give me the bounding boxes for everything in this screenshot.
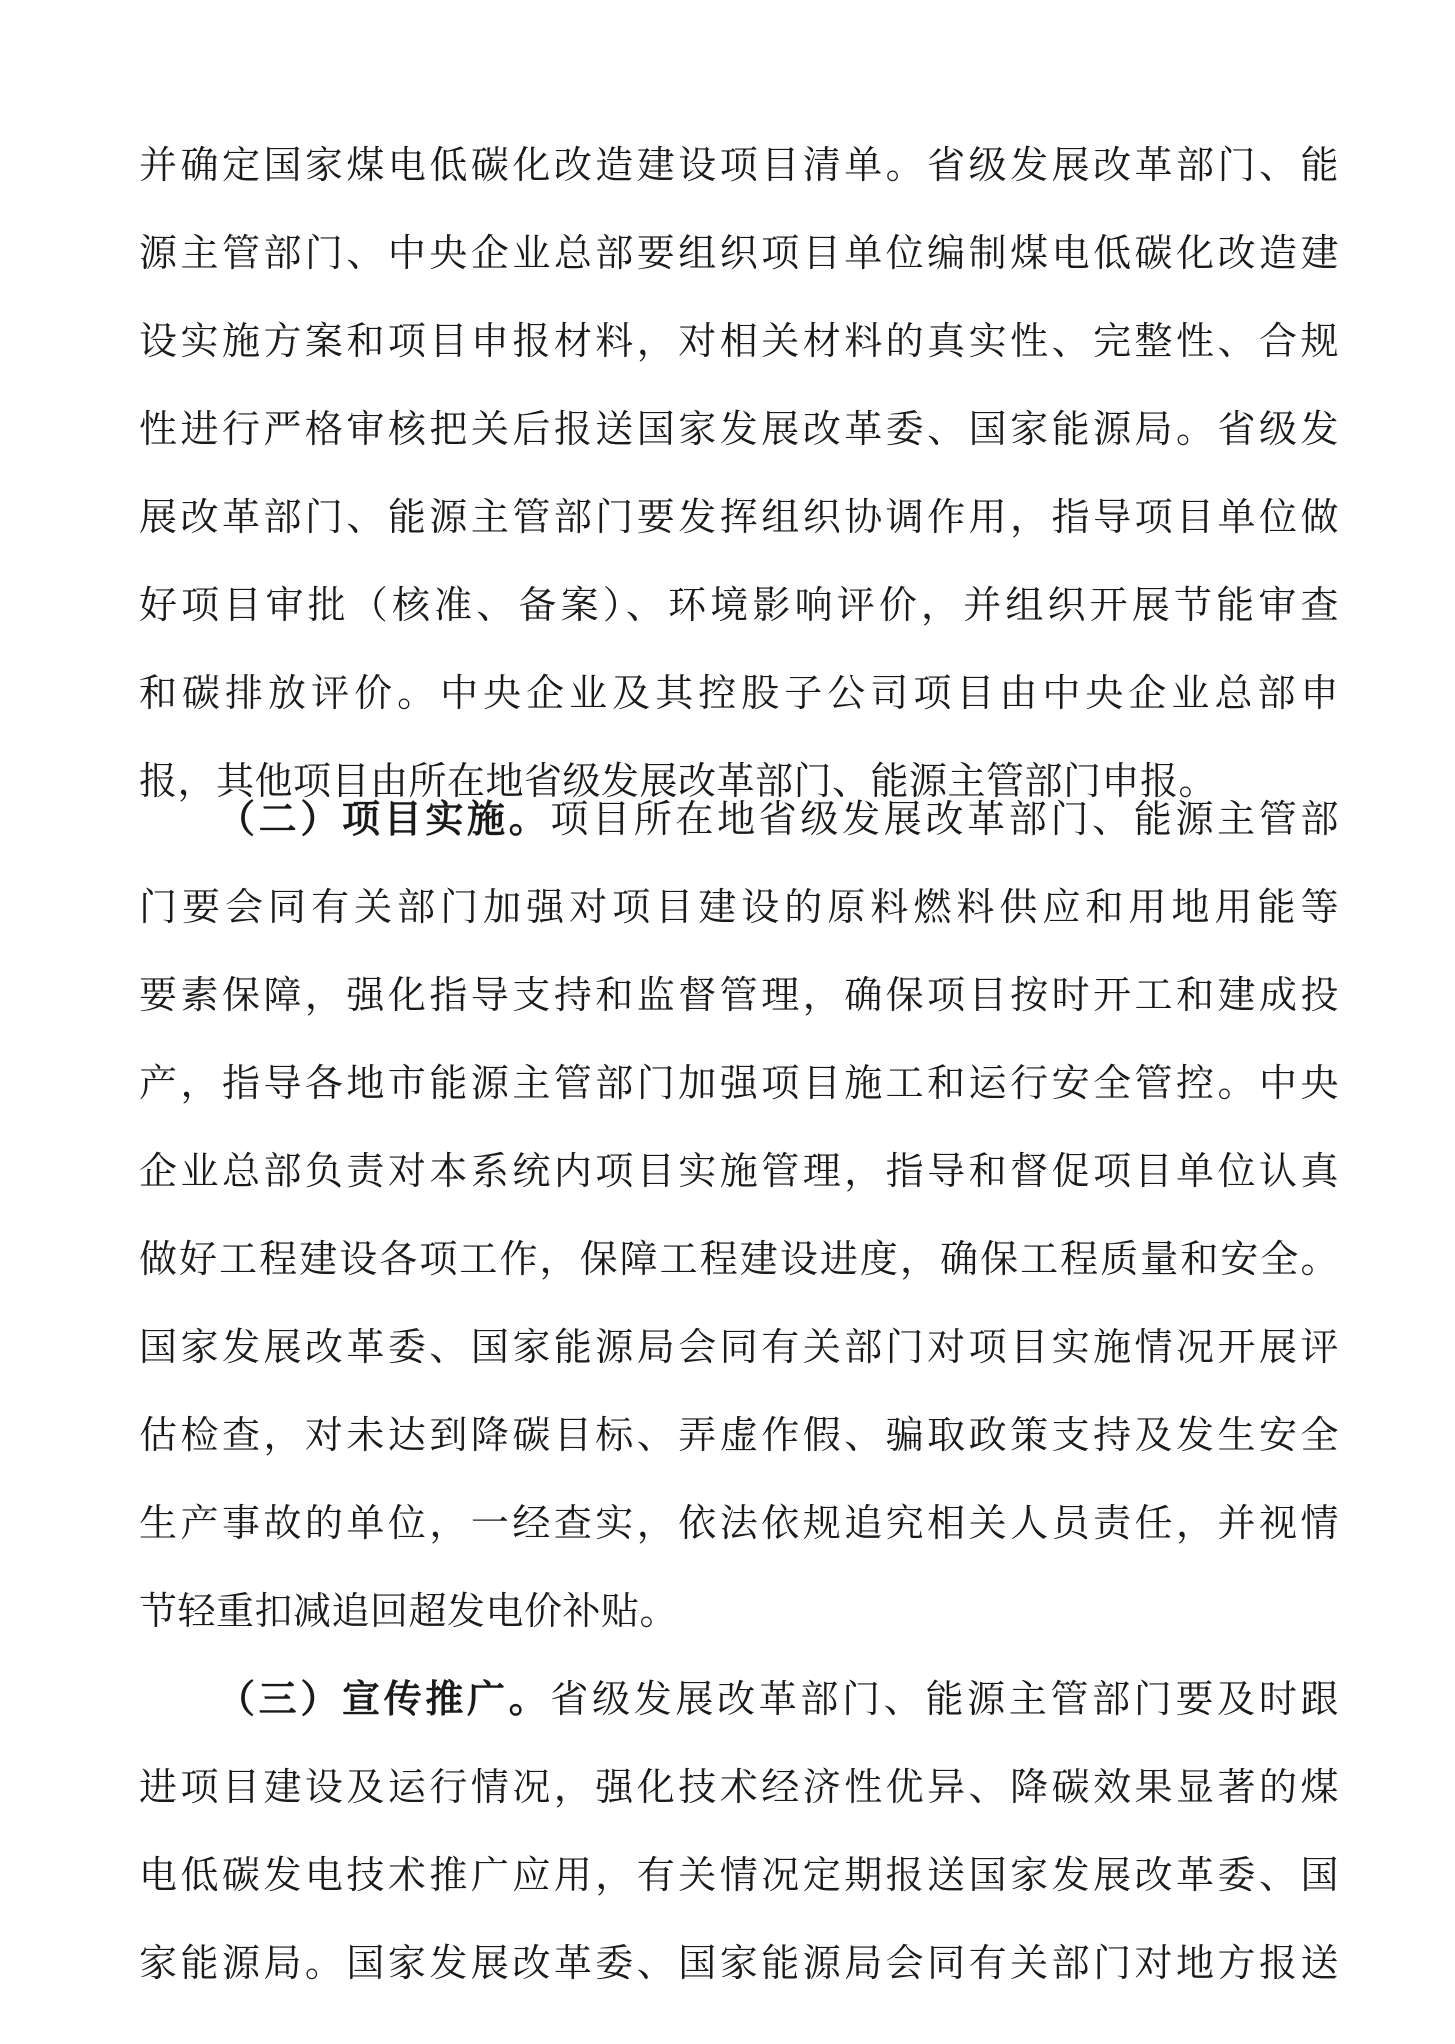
paragraph-line: 节轻重扣减追回超发电价补贴。 [139, 1589, 679, 1633]
paragraph-line: 门要会同有关部门加强对项目建设的原料燃料供应和用地用能等 [139, 885, 1339, 929]
paragraph-line: 电低碳发电技术推广应用，有关情况定期报送国家发展改革委、国 [139, 1853, 1339, 1897]
paragraph-line: 估检查，对未达到降碳目标、弄虚作假、骗取政策支持及发生安全 [139, 1413, 1339, 1457]
paragraph-text: 省级发展改革部门、能源主管部门要及时跟 [550, 1677, 1339, 1721]
paragraph-line: 产，指导各地市能源主管部门加强项目施工和运行安全管控。中央 [139, 1061, 1339, 1105]
paragraph-line: 做好工程建设各项工作，保障工程建设进度，确保工程质量和安全。 [139, 1237, 1339, 1281]
paragraph-line: 设实施方案和项目申报材料，对相关材料的真实性、完整性、合规 [139, 319, 1339, 363]
paragraph-line: 源主管部门、中央企业总部要组织项目单位编制煤电低碳化改造建 [139, 231, 1339, 275]
paragraph-line: 展改革部门、能源主管部门要发挥组织协调作用，指导项目单位做 [139, 495, 1339, 539]
paragraph-line: 要素保障，强化指导支持和监督管理，确保项目按时开工和建成投 [139, 973, 1339, 1017]
paragraph-first-line [139, 775, 1339, 863]
paragraph-line: 生产事故的单位，一经查实，依法依规追究相关人员责任，并视情 [139, 1501, 1339, 1545]
paragraph-text: 项目所在地省级发展改革部门、能源主管部 [550, 797, 1339, 841]
paragraph-line: 好项目审批（核准、备案）、环境影响评价，并组织开展节能审查 [139, 583, 1339, 627]
paragraph-line: 性进行严格审核把关后报送国家发展改革委、国家能源局。省级发 [139, 407, 1339, 451]
paragraph-2 [139, 775, 1339, 1655]
paragraph-line: 进项目建设及运行情况，强化技术经济性优异、降碳效果显著的煤 [139, 1765, 1339, 1809]
paragraph-first-line [139, 1655, 1339, 1743]
paragraph-line: 并确定国家煤电低碳化改造建设项目清单。省级发展改革部门、能 [139, 143, 1339, 187]
paragraph-line: 家能源局。国家发展改革委、国家能源局会同有关部门对地方报送 [139, 1941, 1339, 1985]
paragraph-line: 企业总部负责对本系统内项目实施管理，指导和督促项目单位认真 [139, 1149, 1339, 1193]
paragraph-line: 国家发展改革委、国家能源局会同有关部门对项目实施情况开展评 [139, 1325, 1339, 1369]
paragraph-1 [139, 121, 1339, 825]
paragraph-line: 和碳排放评价。中央企业及其控股子公司项目由中央企业总部申 [139, 671, 1339, 715]
section-heading: （三）宣传推广。 [217, 1676, 551, 1721]
section-heading: （二）项目实施。 [217, 796, 551, 841]
paragraph-line: 报，其他项目由所在地省级发展改革部门、能源主管部门申报。 [139, 759, 1218, 803]
paragraph-3 [139, 1655, 1339, 2007]
